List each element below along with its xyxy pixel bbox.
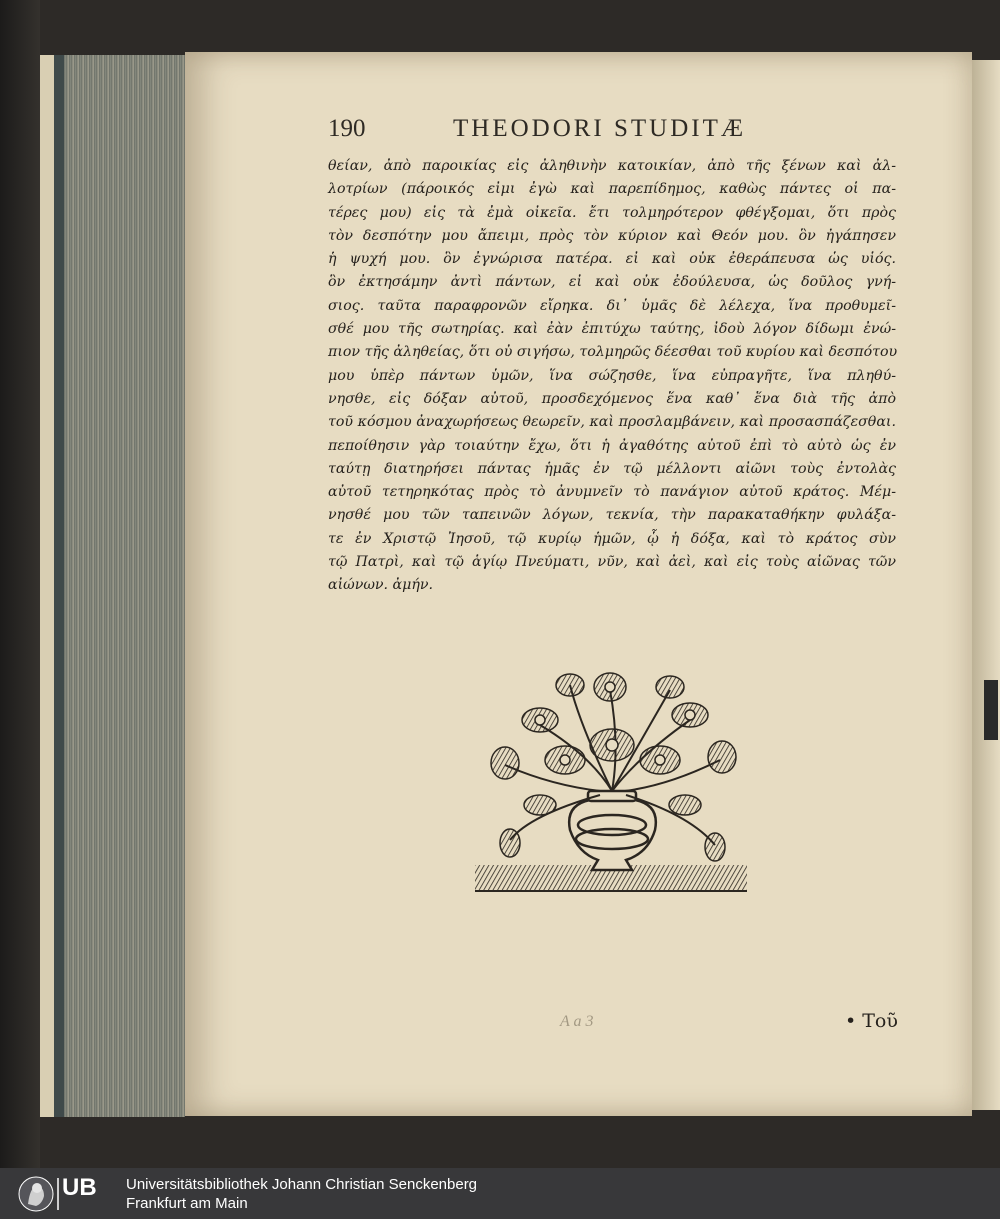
text-line: τέρες μου) εἰς τὰ ἐμὰ οἰκεῖα. ἔτι τολμηρότερον φθέγξομαι, ὅτι πρὸς — [328, 204, 896, 221]
text-line: μου ὑπὲρ πάντων ὑμῶν, ἵνα σώζησθε, ἵνα εὐπραγῆτε, ἵνα πληθύ- — [328, 367, 896, 384]
institution-line-2: Frankfurt am Main — [126, 1195, 248, 1212]
text-line: πιον τῆς ἀληθείας, ὅτι οὐ σιγήσω, τολμηρῶς δέεσθαι τοῦ κυρίου καὶ δεσπότου — [328, 344, 898, 361]
text-line: τοῦ κόσμου ἀναχωρήσεως θεωρεῖν, καὶ προσλαμβάνειν, καὶ προσασπάζεσθαι. — [328, 414, 896, 431]
library-footer-bar — [0, 1168, 1000, 1219]
text-line: σιος. ταῦτα παραφρονῶν εἴρηκα. δι᾽ ὑμᾶς δὲ λέλεχα, ἵνα προθυμεῖ- — [328, 297, 896, 314]
flower-vase-ornament-icon — [470, 665, 755, 900]
text-line: αἰώνων. ἀμήν. — [328, 577, 433, 594]
book-page-edges — [40, 55, 185, 1117]
text-line: ἡ ψυχή μου. ὃν ἐγνώρισα πατέρα. εἰ καὶ οὐκ ἐθεράπευσα ὡς υἱός. — [328, 251, 896, 268]
text-line: ταύτῃ διατηρήσει πάντας ἡμᾶς ἐν τῷ μέλλοντι αἰῶνι τοὺς ἐντολὰς — [328, 460, 896, 477]
greek-text-block — [328, 155, 896, 598]
facing-page-edge — [972, 60, 1000, 1110]
facing-page-mark — [984, 680, 998, 740]
ub-logo-text: UB — [62, 1174, 97, 1201]
institution-name[interactable] — [126, 1175, 477, 1213]
text-line: τὸν δεσπότην μου ἄπειμι, πρὸς τὸν κύριον καὶ Θεόν μου. ὃν ἠγάπησεν — [328, 227, 896, 244]
page-header — [328, 115, 888, 151]
scan-background-left — [0, 0, 40, 1168]
text-line: θείαν, ἀπὸ παροικίας εἰς ἀληθινὴν κατοικίαν, ἀπὸ τῆς ξένων καὶ ἀλ- — [328, 158, 896, 174]
running-head: THEODORI STUDITÆ — [453, 115, 747, 142]
text-line: τε ἐν Χριστῷ Ἰησοῦ, τῷ κυρίῳ ἡμῶν, ᾧ ἡ δόξα, καὶ τὸ κράτος σὺν — [328, 530, 896, 547]
text-line: αὐτοῦ τετηρηκότας πρὸς τὸ ἀνυμνεῖν τὸ πανάγιον αὐτοῦ κράτος. Μέμ- — [328, 484, 896, 501]
text-line: λοτρίων (πάροικός εἰμι ἐγὼ καὶ παρεπίδημος, καθὼς πάντες οἱ πα- — [328, 181, 896, 198]
page-number: 190 — [328, 115, 366, 142]
institution-line-1: Universitätsbibliothek Johann Christian Senckenberg — [126, 1176, 478, 1193]
signature-mark: A a 3 — [560, 1013, 594, 1030]
text-line: νησθέ μου τῶν ταπεινῶν λόγων, τεκνία, τὴν παρακαταθήκην φυλάξα- — [328, 507, 896, 524]
text-line: σθέ μου τῆς σωτηρίας. καὶ ἐὰν ἐπιτύχω ταύτης, ἰδοὺ λόγον δίδωμι ἐνώ- — [328, 321, 896, 338]
text-line: ὃν ἐκτησάμην ἀντὶ πάντων, εἰ καὶ οὐκ ἐδούλευσα, ὡς δοῦλος γνή- — [328, 274, 896, 291]
text-line: τῷ Πατρὶ, καὶ τῷ ἁγίῳ Πνεύματι, νῦν, καὶ ἀεὶ, καὶ εἰς τοὺς αἰῶνας τῶν — [328, 554, 896, 571]
book-cover-edge — [54, 55, 64, 1117]
text-line: νησθε, εἰς δόξαν αὐτοῦ, προσδεχόμενος ἕνα καθ᾽ ἕνα διὰ τῆς ἀπὸ — [328, 390, 896, 407]
catchword: • Τοῦ — [845, 1010, 898, 1032]
text-line: πεποίθησιν γὰρ τοιαύτην ἔχω, ὅτι ἡ ἀγαθότης αὐτοῦ ἐπὶ τὸ αὐτὸ ὡς ἐν — [328, 437, 896, 454]
